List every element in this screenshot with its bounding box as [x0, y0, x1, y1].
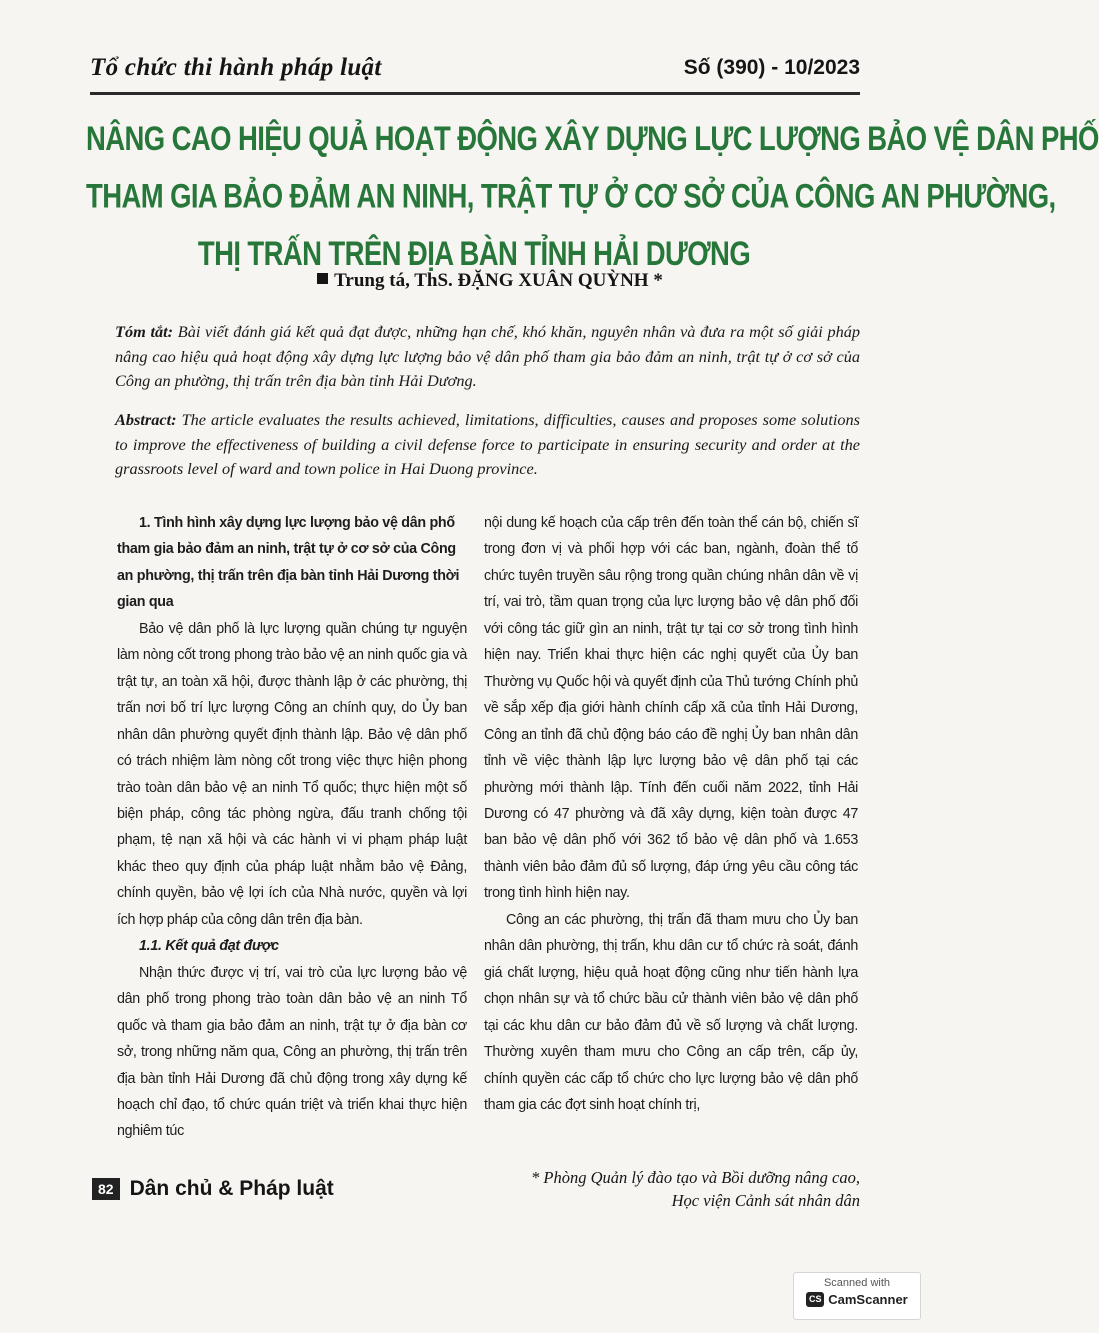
- abstract-label: Abstract:: [115, 410, 177, 429]
- body-paragraph: Nhận thức được vị trí, vai trò của lực lượng bảo vệ dân phố trong phong trào toàn dân bảo vệ an ninh Tổ quốc và tham gia bảo đảm an ninh, trật tự ở địa bàn cơ sở, trong những năm qua, Công an phường, thị trấn trên địa bàn tỉnh Hải Dương đã chủ động trong xây dựng kế hoạch chỉ đạo, tổ chức quán triệt và triển khai thực hiện nghiêm túc: [117, 964, 467, 1140]
- magazine-name: Dân chủ & Pháp luật: [129, 1177, 334, 1200]
- title-line-1: NÂNG CAO HIỆU QUẢ HOẠT ĐỘNG XÂY DỰNG LỰC LƯỢNG BẢO VỆ DÂN PHỐ: [86, 118, 1099, 158]
- footnote-line: Học viện Cảnh sát nhân dân: [671, 1191, 860, 1210]
- author-line: [240, 270, 740, 292]
- page-footer: [92, 1172, 334, 1206]
- summary-vietnamese: [115, 320, 860, 394]
- summary-label: Tóm tắt:: [115, 322, 174, 341]
- square-bullet-icon: [317, 273, 328, 284]
- header-divider: [90, 92, 860, 95]
- body-column-left: [117, 510, 467, 1145]
- page-number: 82: [92, 1178, 120, 1200]
- subsection-heading: 1.1. Kết quả đạt được: [139, 938, 279, 955]
- camscanner-watermark: [793, 1272, 921, 1320]
- author-footnote: [440, 1166, 860, 1212]
- page-header: [90, 52, 860, 92]
- footnote-line: * Phòng Quản lý đào tạo và Bồi dưỡng nâng cao,: [531, 1168, 860, 1187]
- abstract-text: The article evaluates the results achieved, limitations, difficulties, causes and proposes some solutions to improve the effectiveness of building a civil defense force to participate in ensuring security and order at the grassroots level of ward and town police in Hai Duong province.: [115, 410, 860, 478]
- issue-number: Số (390) - 10/2023: [683, 56, 860, 79]
- body-paragraph: Công an các phường, thị trấn đã tham mưu cho Ủy ban nhân dân phường, thị trấn, khu dân cư tổ chức rà soát, đánh giá chất lượng, hiệu quả hoạt động cũng như tiến hành lựa chọn nhân sự và tổ chức bầu cử thành viên bảo vệ dân phố tại các khu dân cư bảo đảm đủ về số lượng và chất lượng. Thường xuyên tham mưu cho Công an cấp trên, cấp ủy, chính quyền các cấp tổ chức cho lực lượng bảo vệ dân phố tham gia các đợt sinh hoạt chính trị,: [484, 911, 858, 1113]
- article-title: [86, 110, 1099, 283]
- summary-text: Bài viết đánh giá kết quả đạt được, những hạn chế, khó khăn, nguyên nhân và đưa ra một số giải pháp nâng cao hiệu quả hoạt động xây dựng lực lượng bảo vệ dân phố tham gia bảo đảm an ninh, trật tự ở cơ sở của Công an phường, thị trấn trên địa bàn tỉnh Hải Dương.: [115, 322, 861, 390]
- section-heading: 1. Tình hình xây dựng lực lượng bảo vệ dân phố tham gia bảo đảm an ninh, trật tự ở cơ sở của Công an phường, thị trấn trên địa bàn tỉnh Hải Dương thời gian qua: [117, 515, 460, 611]
- body-paragraph: Bảo vệ dân phố là lực lượng quần chúng tự nguyện làm nòng cốt trong phong trào bảo vệ an ninh quốc gia và trật tự, an toàn xã hội, được thành lập ở các phường, thị trấn nơi bố trí lực lượng Công an chính quy, do Ủy ban nhân dân phường quyết định thành lập. Bảo vệ dân phố có trách nhiệm làm nòng cốt trong việc thực hiện phong trào toàn dân bảo vệ an ninh Tổ quốc; thực hiện một số biện pháp, công tác phòng ngừa, đấu tranh chống tội phạm, tệ nạn xã hội và các hành vi vi phạm pháp luật khác theo quy định của pháp luật nhằm bảo vệ Đảng, chính quyền, bảo vệ lợi ích của Nhà nước, quyền và lợi ích hợp pháp của công dân trên địa bàn.: [117, 620, 467, 928]
- author-name: Trung tá, ThS. ĐẶNG XUÂN QUỲNH *: [334, 270, 663, 291]
- journal-section-name: Tổ chức thi hành pháp luật: [90, 54, 382, 81]
- abstract-english: [115, 408, 860, 482]
- camscanner-logo-icon: CS: [806, 1292, 824, 1307]
- title-line-2: THAM GIA BẢO ĐẢM AN NINH, TRẬT TỰ Ở CƠ SỞ CỦA CÔNG AN PHƯỜNG,: [86, 176, 1056, 215]
- title-line-3: THỊ TRẤN TRÊN ĐỊA BÀN TỈNH HẢI DƯƠNG: [197, 233, 751, 273]
- watermark-brand: CamScanner: [828, 1292, 908, 1307]
- body-paragraph-continued: nội dung kế hoạch của cấp trên đến toàn thể cán bộ, chiến sĩ trong đơn vị và phối hợp với các ban, ngành, đoàn thể tổ chức tuyên truyền sâu rộng trong quần chúng nhân dân về vị trí, vai trò, tầm quan trọng của lực lượng bảo vệ dân phố đối với công tác giữ gìn an ninh, trật tự tại cơ sở trong tình hình hiện nay. Triển khai thực hiện các nghị quyết của Ủy ban Thường vụ Quốc hội và quyết định của Thủ tướng Chính phủ về sắp xếp địa giới hành chính cấp xã của tỉnh Hải Dương, Công an tỉnh đã chủ động báo cáo đề nghị Ủy ban nhân dân tỉnh về việc thành lập lực lượng bảo vệ dân phố tại các phường mới thành lập. Tính đến cuối năm 2022, tỉnh Hải Dương có 47 phường và đã xây dựng, kiện toàn được 47 ban bảo vệ dân phố với 362 tổ bảo vệ dân phố và 1.653 thành viên bảo đảm đủ số lượng, đáp ứng yêu cầu công tác trong tình hình hiện nay.: [484, 515, 858, 902]
- watermark-caption: Scanned with: [823, 1277, 891, 1289]
- body-column-right: [484, 510, 858, 1118]
- watermark-brand-row: [794, 1292, 920, 1307]
